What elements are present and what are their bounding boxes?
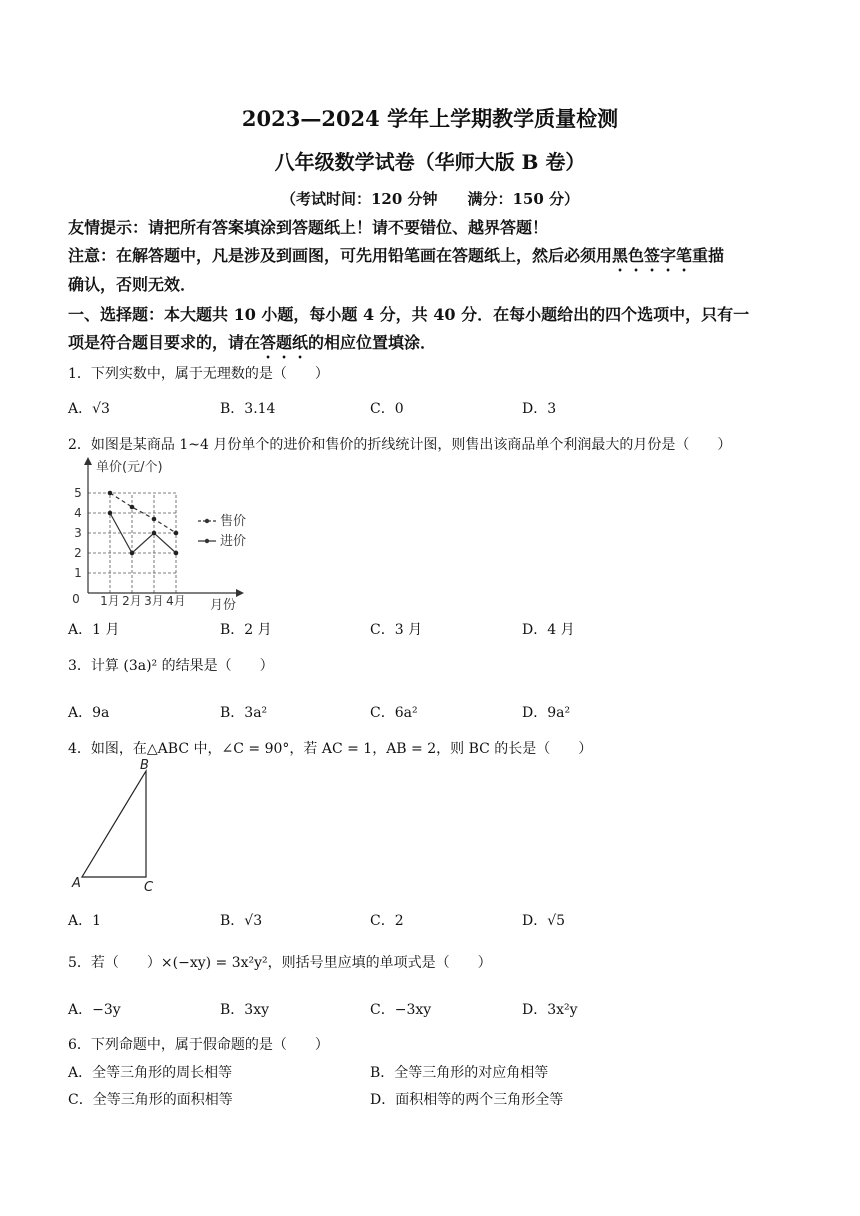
q2-option-d: D．4 月	[522, 622, 575, 638]
q2-stem: 2．如图是某商品 1~4 月份单个的进价和售价的折线统计图，则售出该商品单个利润最大的月份是（ ）	[68, 437, 732, 453]
q1-option-c: C．0	[370, 401, 404, 417]
section1-line-2	[68, 330, 436, 362]
section1-line-1: 一、选择题：本大题共 10 小题，每小题 4 分，共 40 分．在每小题给出的四个选项中，只有一	[68, 305, 750, 324]
y-tick-4: 4	[74, 506, 82, 520]
chart-series	[108, 491, 179, 556]
q4-option-b: B．√3	[220, 913, 263, 929]
q4-stem: 4．如图，在△ABC 中，∠C = 90°，若 AC = 1，AB = 2，则 BC 的长是（ ）	[68, 741, 593, 757]
x-tick-1: 1月	[100, 594, 120, 608]
q3-option-a: A．9a	[68, 705, 110, 721]
x-tick-3: 3月	[144, 594, 164, 608]
x-axis-arrow	[236, 589, 244, 597]
series-0-point-2	[152, 517, 157, 522]
q4-option-a: A．1	[68, 913, 102, 929]
attention-line-1	[68, 243, 724, 275]
legend-sale-label: 售价	[220, 514, 247, 529]
series-0-point-0	[108, 491, 113, 496]
series-1-point-3	[174, 551, 179, 556]
exam-title: 2023—2024 学年上学期教学质量检测	[241, 106, 619, 131]
vertex-a-label: A	[72, 876, 81, 891]
series-0-point-3	[174, 531, 179, 536]
legend-cost-dot	[205, 539, 209, 543]
legend-sale-dot	[205, 519, 209, 523]
q3-option-c: C．6a²	[370, 705, 418, 721]
y-tick-1: 1	[74, 566, 82, 580]
q4-option-c: C．2	[370, 913, 404, 929]
y-tick-5: 5	[74, 486, 82, 500]
exam-info: （考试时间：120 分钟 满分：150 分）	[280, 190, 580, 208]
attention-dotted: 黑色签字笔	[612, 246, 693, 265]
q2-option-c: C．3 月	[370, 622, 423, 638]
attention-line-2: 确认，否则无效．	[68, 275, 197, 294]
y-tick-2: 2	[74, 546, 82, 560]
x-axis-label: 月份	[210, 598, 237, 613]
q5-option-d: D．3x²y	[522, 1002, 578, 1018]
price-line-chart	[66, 455, 286, 615]
section1-suffix: 的相应位置填涂．	[308, 333, 437, 352]
x-tick-2: 2月	[122, 594, 142, 608]
q4-option-d: D．√5	[522, 913, 566, 929]
series-0-point-1	[130, 505, 135, 510]
q5-option-a: A．−3y	[68, 1002, 121, 1018]
q1-stem: 1．下列实数中，属于无理数的是（ ）	[68, 366, 329, 382]
vertex-b-label: B	[140, 758, 149, 773]
section1-dotted: 答题纸	[260, 333, 309, 352]
series-1-point-0	[108, 511, 113, 516]
q5-option-c: C．−3xy	[370, 1002, 432, 1018]
x-tick-labels	[100, 594, 186, 608]
chart-legend	[198, 513, 246, 549]
triangle-figure	[66, 755, 166, 893]
y-tick-labels	[72, 486, 82, 606]
q6-option-a: A．全等三角形的周长相等	[68, 1065, 233, 1081]
triangle-abc	[82, 771, 146, 877]
q3-stem: 3．计算 (3a)² 的结果是（ ）	[68, 658, 274, 674]
x-tick-4: 4月	[166, 594, 186, 608]
section1-prefix: 项是符合题目要求的，请在	[68, 333, 261, 352]
exam-subtitle: 八年级数学试卷（华师大版 B 卷）	[274, 150, 586, 174]
attention-prefix: 注意：在解答题中，凡是涉及到画图，可先用铅笔画在答题纸上，然后必须用	[68, 246, 613, 265]
y-tick-3: 3	[74, 526, 82, 540]
q5-option-b: B．3xy	[220, 1002, 269, 1018]
q6-option-c: C．全等三角形的面积相等	[68, 1092, 233, 1108]
q1-option-b: B．3.14	[220, 401, 276, 417]
q6-option-d: D．面积相等的两个三角形全等	[370, 1092, 564, 1108]
y-tick-0: 0	[72, 592, 80, 606]
y-axis-arrow	[84, 457, 92, 465]
q2-option-a: A．1 月	[68, 622, 120, 638]
legend-cost-label: 进价	[220, 534, 247, 549]
q3-option-b: B．3a²	[220, 705, 268, 721]
tip-text: 友情提示：请把所有答案填涂到答题纸上！请不要错位、越界答题！	[68, 218, 549, 237]
q2-option-b: B．2 月	[220, 622, 272, 638]
q1-option-d: D．3	[522, 401, 557, 417]
attention-suffix: 重描	[692, 246, 725, 265]
y-axis-label: 单价(元/个)	[96, 460, 163, 475]
q3-option-d: D．9a²	[522, 705, 571, 721]
series-1-point-1	[130, 551, 135, 556]
vertex-c-label: C	[144, 880, 154, 893]
q6-option-b: B．全等三角形的对应角相等	[370, 1065, 549, 1081]
series-1-point-2	[152, 531, 157, 536]
q1-option-a: A．√3	[68, 401, 110, 417]
q5-stem: 5．若（ ）×(−xy) = 3x²y²，则括号里应填的单项式是（ ）	[68, 955, 492, 971]
q6-stem: 6．下列命题中，属于假命题的是（ ）	[68, 1037, 329, 1053]
